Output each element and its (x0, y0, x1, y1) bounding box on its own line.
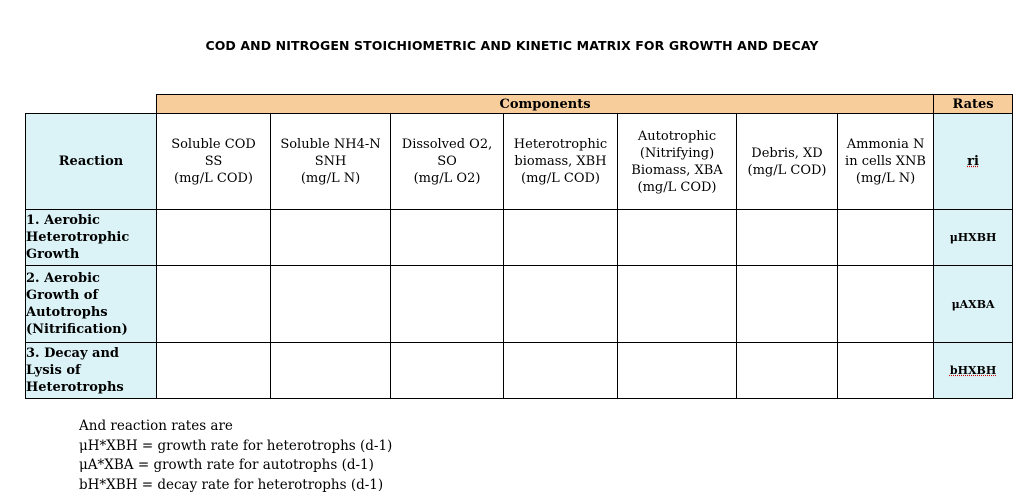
table-cell (504, 210, 618, 266)
table-cell (737, 266, 838, 343)
column-debris: Debris, XD (mg/L COD) (737, 114, 838, 210)
rate-symbol-ri: ri (934, 114, 1013, 210)
reaction-header: Reaction (26, 114, 157, 210)
column-autotrophic-biomass: Autotrophic (Nitrifying) Biomass, XBA (mg/L COD) (618, 114, 737, 210)
table-cell (391, 266, 504, 343)
column-soluble-nh4n: Soluble NH4-N SNH (mg/L N) (271, 114, 391, 210)
components-header: Components (157, 95, 934, 114)
note-item: bH*XBH = decay rate for heterotrophs (d-1) (79, 476, 384, 493)
column-ammonia-n-in-cells: Ammonia N in cells XNB (mg/L N) (838, 114, 934, 210)
table-cell (391, 210, 504, 266)
table-cell (271, 266, 391, 343)
page-title: COD AND NITROGEN STOICHIOMETRIC AND KINETIC MATRIX FOR GROWTH AND DECAY (205, 38, 819, 53)
rate-row-2: μAXBA (934, 266, 1013, 343)
stoichiometric-matrix-table (25, 94, 1013, 399)
table-cell (838, 210, 934, 266)
table-cell (271, 210, 391, 266)
column-dissolved-o2: Dissolved O2, SO (mg/L O2) (391, 114, 504, 210)
table-cell (618, 343, 737, 399)
column-heterotrophic-biomass: Heterotrophic biomass, XBH (mg/L COD) (504, 114, 618, 210)
reaction-rate-notes (79, 417, 392, 495)
table-cell (157, 266, 271, 343)
table-cell (504, 343, 618, 399)
rate-row-1: μHXBH (934, 210, 1013, 266)
rates-header: Rates (934, 95, 1013, 114)
table-cell (737, 210, 838, 266)
ss-symbol: SS (204, 154, 223, 169)
rate-row-3: bHXBH (934, 343, 1013, 399)
table-cell (157, 210, 271, 266)
blank-corner (26, 95, 157, 114)
table-cell (838, 343, 934, 399)
notes-intro: And reaction rates are (79, 418, 233, 434)
reaction-row-3-label: 3. Decay and Lysis of Heterotrophs (26, 343, 157, 399)
table-cell (618, 266, 737, 343)
note-item: μH*XBH = growth rate for heterotrophs (d-1) (79, 437, 393, 454)
reaction-row-1-label: 1. Aerobic Heterotrophic Growth (26, 210, 157, 266)
column-soluble-cod: Soluble COD SS (mg/L COD) (157, 114, 271, 210)
table-cell (157, 343, 271, 399)
table-cell (391, 343, 504, 399)
reaction-row-2-label: 2. Aerobic Growth of Autotrophs (Nitrification) (26, 266, 157, 343)
table-cell (504, 266, 618, 343)
note-item: μA*XBA = growth rate for autotrophs (d-1) (79, 457, 374, 473)
table-cell (618, 210, 737, 266)
table-cell (271, 343, 391, 399)
table-cell (838, 266, 934, 343)
table-cell (737, 343, 838, 399)
